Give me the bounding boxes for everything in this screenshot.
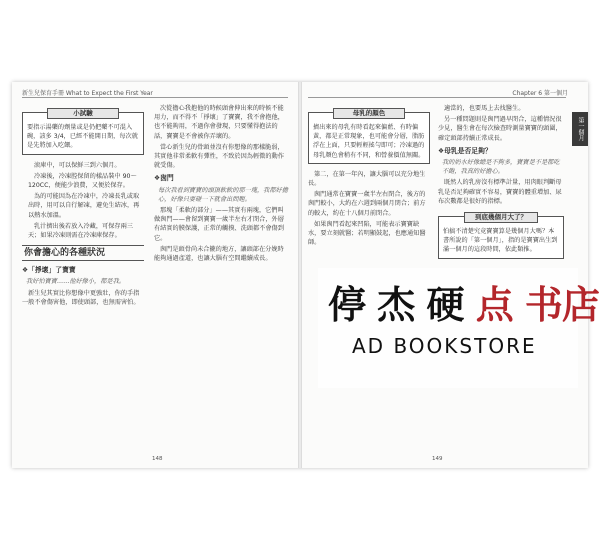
tip-box-title: 小試驗 bbox=[47, 108, 118, 119]
paragraph: 既然人的乳房沒有標準計量，用肉眼判斷母乳是否足夠確實不容易，寶寶的體重增加、尿布次數都是很好的指標。 bbox=[438, 179, 562, 205]
paragraph: 適當的，也要馬上去找醫生。 bbox=[444, 105, 525, 112]
chapter-tab: 第一個月 bbox=[572, 112, 588, 146]
parent-quote: 我好怕寶寶……他好像小，都是我。 bbox=[26, 278, 125, 286]
paragraph: 乳汁擠出後若放入冷藏，可保存兩三天；如果冷凍則需在冷凍庫保存。 bbox=[28, 222, 133, 240]
paragraph: 第二，在第一年內，讓大腦可以充分地生長。 bbox=[308, 170, 426, 188]
left-page bbox=[12, 82, 298, 468]
paragraph: 囪門通常在寶寶一歲半左右閉合，後方的囪門較小，大約在六週到兩個月閉合；前方的較大，約在十八個月前閉合。 bbox=[308, 191, 426, 217]
right-column-1 bbox=[308, 104, 430, 249]
paragraph: 那塊「柔軟的部分」——其實有兩塊，它們叫做囪門——會留到寶寶一歲半左右才閉合，外層有結實的膜保護，正常的觸摸、洗頭都不會傷到它。 bbox=[154, 207, 284, 242]
info-box-title: 到底幾個月大了？ bbox=[464, 212, 538, 223]
paragraph: 另一種問題則是囪門過早閉合，這種情況很少見，醫生會在每次檢查時測量寶寶的頭圍，確定頭部持續正常成長。 bbox=[438, 116, 562, 142]
left-column-2 bbox=[154, 104, 288, 265]
right-running-head: Chapter 6 第一個月 bbox=[512, 90, 568, 97]
parent-quote: 每次我看到寶寶的頭頂軟軟的那一塊，我都好擔心，好像只要碰一下就會出問題。 bbox=[158, 186, 288, 203]
subheading: ❖囪門 bbox=[154, 174, 174, 183]
parent-quote: 我的奶水好像總是不夠多，寶寶是不是都吃不飽，我真的好擔心。 bbox=[442, 159, 560, 176]
paragraph: 當心新生兒的骨頭並沒有你想像的那樣脆弱，其實他非常柔軟有彈性，不致於因為輕微的動作就受傷。 bbox=[154, 143, 284, 170]
left-running-head: 新生兒保育手冊 What to Expect the First Year bbox=[22, 90, 153, 97]
paragraph: 新生兒其實比你想像中更強壯，你的手指一般不會傷害他，即使頭部，也無需害怕。 bbox=[22, 289, 140, 306]
left-header-rule bbox=[22, 97, 288, 98]
left-page-number: 148 bbox=[152, 456, 163, 462]
sidebar-box-text: 擠出來的母乳有時看起來偏藍、有時偏黃，都是正常現象，也可能會分層，脂肪浮在上面，只要輕輕搖勻即可；冷凍過的母乳顏色會稍有不同，和營養價值無關。 bbox=[313, 124, 425, 159]
bookstore-watermark bbox=[318, 268, 599, 388]
paragraph: 囪門是頭骨尚未合攏的地方，讓頭部在分娩時能夠通過產道，也讓大腦有空間繼續成長。 bbox=[154, 245, 284, 263]
paragraph: 如果囪門看起來凹陷，可能表示寶寶缺水，要立刻就醫；若明顯鼓起，也應通知醫師。 bbox=[308, 220, 426, 247]
paragraph: 滚庫中，可以保鮮三到六個月。 bbox=[34, 161, 121, 169]
right-column-2 bbox=[438, 104, 564, 265]
sidebar-box bbox=[308, 109, 430, 164]
info-box-text: 怕搞不清楚究竟寶寶算是幾個月大嗎？本書所說的「第一個月」，指的是寶寶出生到滿一個月的這段時間，依此類推。 bbox=[443, 228, 558, 254]
paragraph: 冷凍後，冷凍腔保留的樣品裝中 90～120CC，便能少浪費，又便於保存。 bbox=[28, 172, 137, 190]
paragraph: 次從擔心我抱他的時候頭會伸出來的時候不能用力，而不得不「掙壞」了寶寶，我不會抱他，也不能夠用，不過你會發現，只要懂得抱法的話，寶寶是不會被你弄壞的。 bbox=[154, 105, 284, 140]
paragraph: 為的可能因為在冷凍中，冷凍長乳或取出時，用可以自行解凍，避免生結冰，再以熱水加溫。 bbox=[28, 193, 140, 219]
right-header-rule bbox=[308, 97, 566, 98]
left-column-1 bbox=[22, 104, 144, 309]
subheading: ❖「掙壞」了寶寶 bbox=[22, 266, 76, 275]
watermark-logo-cn bbox=[328, 274, 599, 329]
subheading: ❖母乳是否足夠？ bbox=[438, 146, 492, 155]
watermark-logo-cn-a: 停 杰 硬 bbox=[328, 283, 476, 327]
section-heading: 你會擔心的各種狀況 bbox=[22, 245, 144, 261]
right-page-number: 149 bbox=[432, 456, 443, 462]
tip-box bbox=[22, 109, 144, 155]
watermark-logo-cn-b: 点 书店 bbox=[475, 282, 599, 327]
info-box bbox=[438, 213, 564, 259]
watermark-logo-en: AD BOOKSTORE bbox=[352, 334, 537, 358]
tip-box-text: 要指示湯藥的劑量或是仍把藥不可混入碗，該多 3/4，已經不能開日期，每次就是先將加入吃餵。 bbox=[27, 124, 138, 150]
sidebar-box-title: 母乳的顏色 bbox=[333, 108, 404, 119]
